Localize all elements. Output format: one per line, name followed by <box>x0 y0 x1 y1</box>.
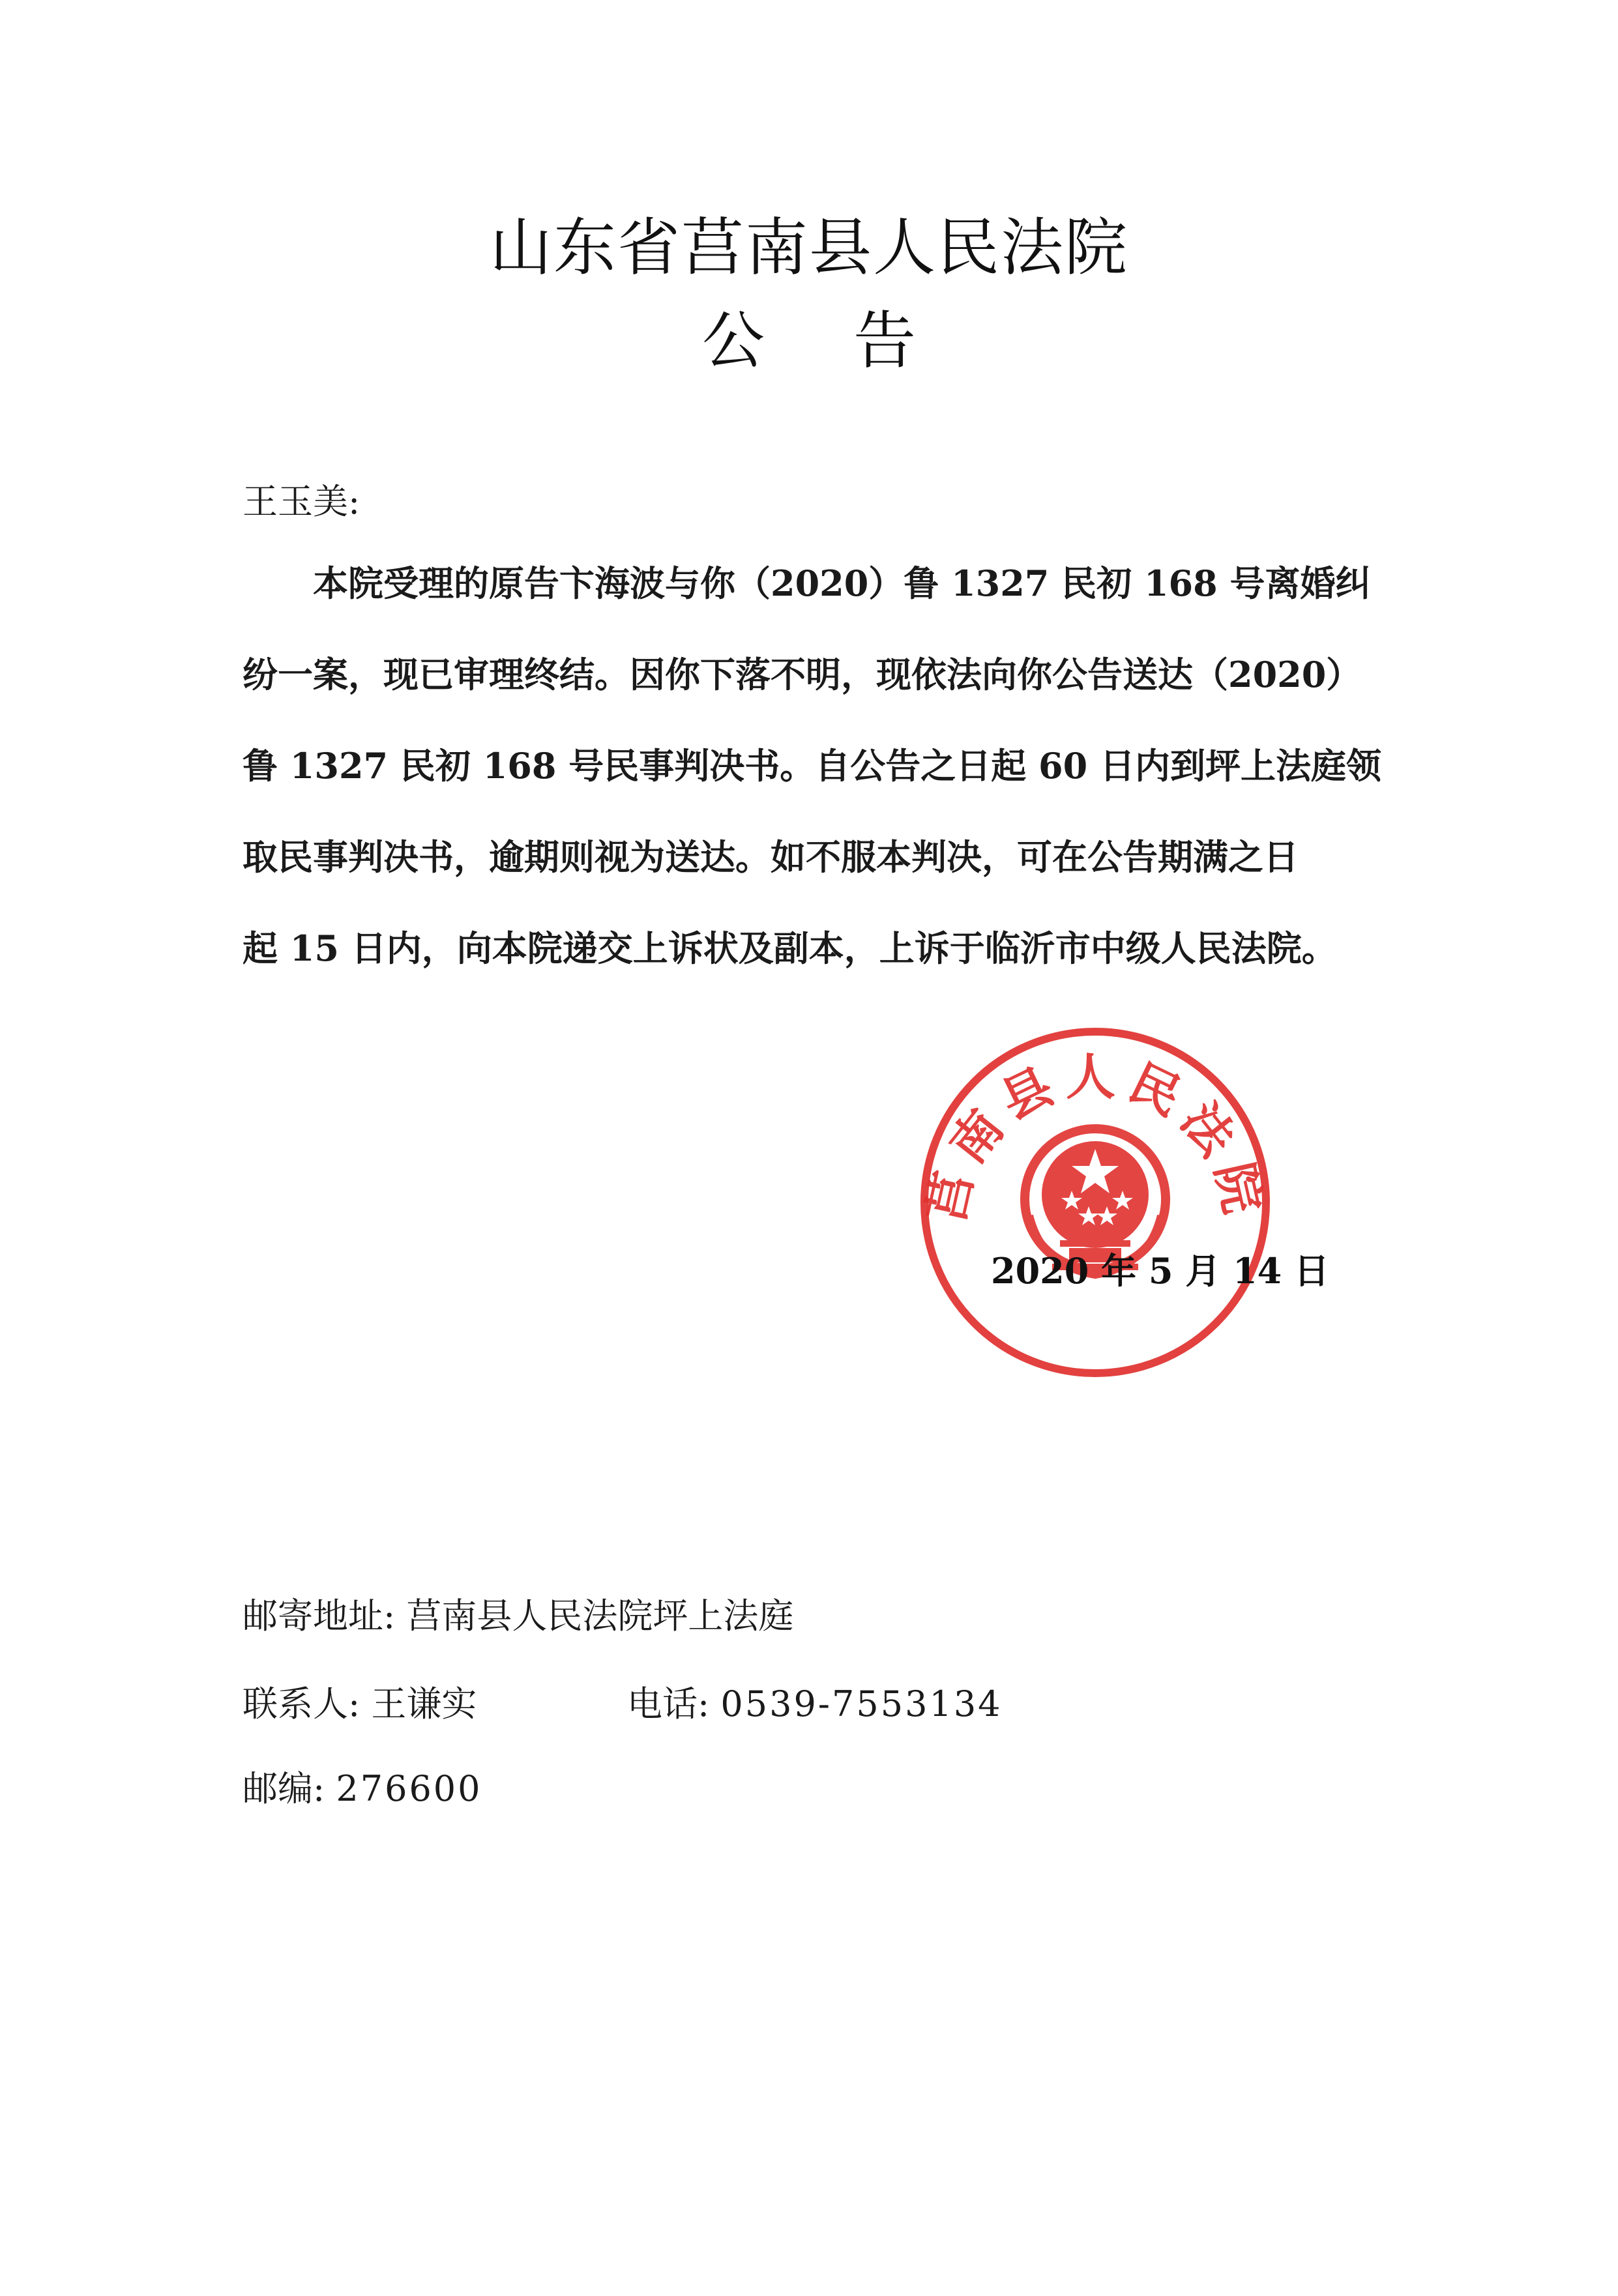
body-line: 纷一案，现已审理终结。因你下落不明，现依法向你公告送达（2020） <box>243 654 1362 695</box>
phone-label: 电话: <box>627 1683 710 1724</box>
contact-line <box>243 1681 1003 1727</box>
phone-value: 0539-7553134 <box>720 1683 1003 1724</box>
notice-date: 2020 年 5 月 14 日 <box>991 1250 1330 1292</box>
seal-text: 莒南县人民法院 <box>916 1048 1274 1228</box>
postal-code-line <box>243 1766 482 1812</box>
addressee: 王玉美: <box>243 481 360 522</box>
phone <box>627 1681 1003 1727</box>
notice-title-char-2: 告 <box>853 304 916 377</box>
contact-label: 联系人: <box>243 1683 360 1724</box>
contact-value: 王谦实 <box>371 1683 477 1724</box>
postal-value: 276600 <box>336 1768 482 1809</box>
body-line: 鲁 1327 民初 168 号民事判决书。自公告之日起 60 日内到坪上法庭领 <box>243 745 1381 787</box>
body-line: 起 15 日内，向本院递交上诉状及副本，上诉于临沂市中级人民法院。 <box>243 927 1337 969</box>
body-line: 本院受理的原告卞海波与你（2020）鲁 1327 民初 168 号离婚纠 <box>243 562 1371 604</box>
court-seal <box>913 1020 1278 1385</box>
mailing-address <box>243 1593 793 1639</box>
address-value: 莒南县人民法院坪上法庭 <box>406 1595 794 1636</box>
notice-body <box>243 560 1381 1017</box>
notice-title-char-1: 公 <box>702 304 765 377</box>
notice-title <box>0 305 1618 377</box>
court-name-title: 山东省莒南县人民法院 <box>490 211 1128 284</box>
address-label: 邮寄地址: <box>243 1595 396 1636</box>
body-line: 取民事判决书，逾期则视为送达。如不服本判决，可在公告期满之日 <box>243 836 1299 878</box>
postal-label: 邮编: <box>243 1768 325 1809</box>
